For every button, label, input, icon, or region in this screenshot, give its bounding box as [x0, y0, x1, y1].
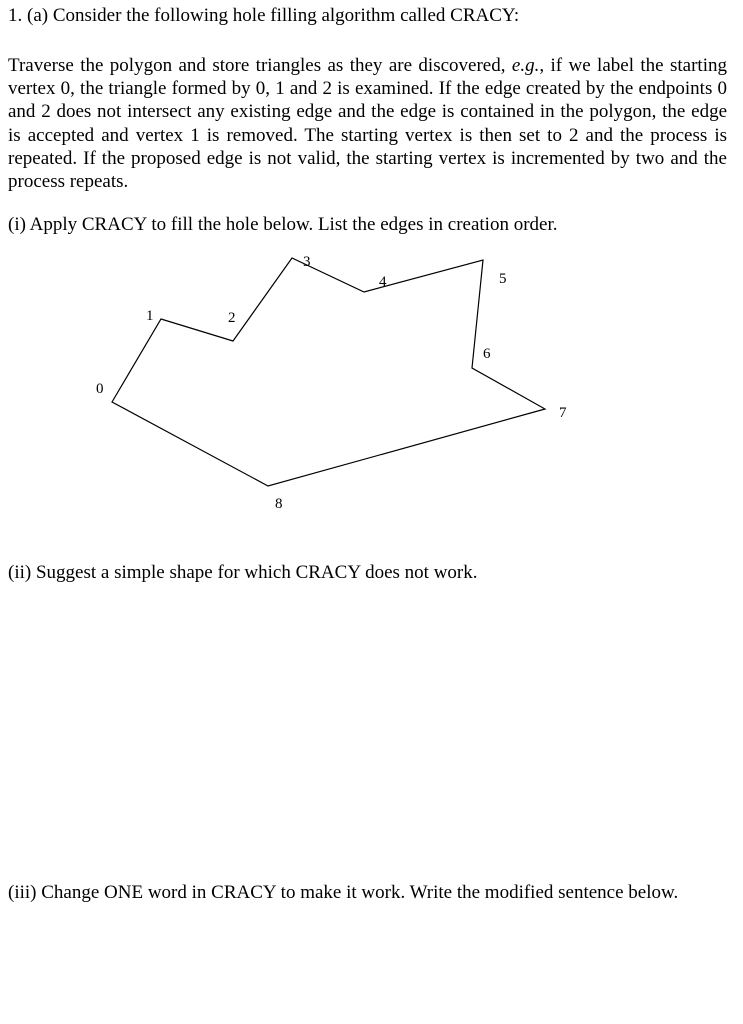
part-ii-prompt: (ii) Suggest a simple shape for which CRACY does not work. — [8, 562, 478, 583]
vertex-label-5: 5 — [499, 271, 507, 287]
part-i-prompt: (i) Apply CRACY to fill the hole below. List the edges in creation order. — [8, 214, 558, 235]
part-iii-prompt: (iii) Change ONE word in CRACY to make it work. Write the modified sentence below. — [8, 882, 679, 903]
vertex-label-2: 2 — [228, 310, 236, 326]
hole-polygon — [112, 258, 545, 486]
vertex-label-7: 7 — [559, 405, 567, 421]
description-text-rest: , if we label the starting vertex 0, the triangle formed by 0, 1 and 2 is examined. If the edge created by the endpoints 0 and 2 does not intersect any existing edge and the edge is contained in the polygon, the edge is accepted and vertex 1 is removed. The starting vertex is then set to 2 and the process is repeated. If the proposed edge is not valid, the starting vertex is incremented by two and the process repeats. — [8, 55, 727, 193]
question-heading: 1. (a) Consider the following hole filling algorithm called CRACY: — [8, 5, 520, 26]
description-text-start: Traverse the polygon and store triangles as they are discovered, — [8, 55, 512, 76]
description-eg: e.g. — [511, 55, 540, 76]
vertex-label-3: 3 — [303, 254, 311, 270]
vertex-label-1: 1 — [146, 308, 154, 324]
vertex-label-6: 6 — [483, 346, 491, 362]
algorithm-description — [8, 54, 727, 193]
vertex-label-4: 4 — [379, 274, 387, 290]
vertex-label-0: 0 — [96, 381, 104, 397]
vertex-label-8: 8 — [275, 496, 283, 512]
